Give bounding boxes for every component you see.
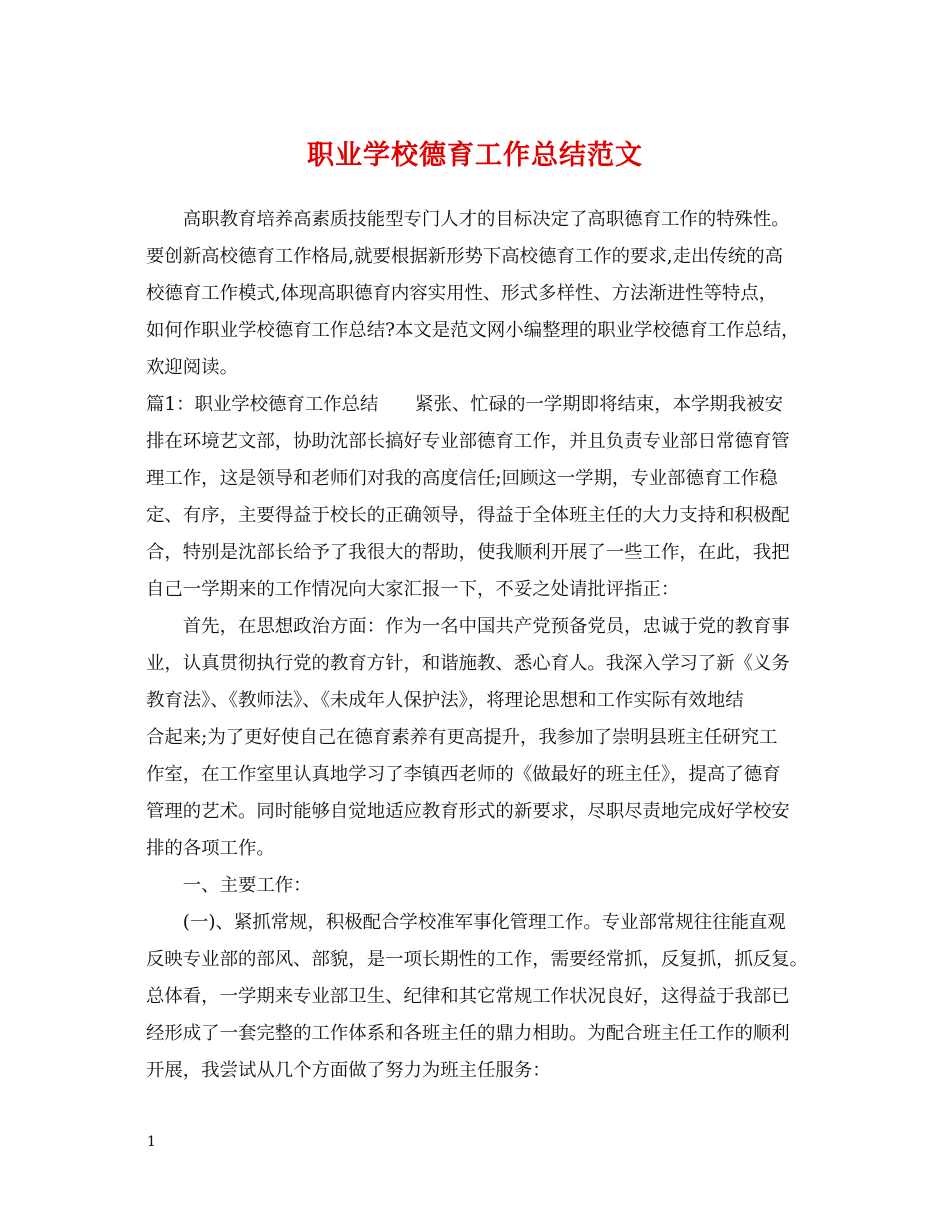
text-line: 校德育工作模式,体现高职德育内容实用性、形式多样性、方法渐进性等特点， [146, 283, 778, 304]
text-line: 欢迎阅读。 [146, 357, 238, 378]
text-line: 高职教育培养高素质技能型专门人才的目标决定了高职德育工作的特殊性。 [146, 209, 790, 230]
text-line: 反映专业部的部风、部貌，是一项长期性的工作，需要经常抓，反复抓，抓反复。 [146, 949, 809, 970]
text-line: 作室，在工作室里认真地学习了李镇西老师的《做最好的班主任》，提高了德育 [146, 764, 781, 785]
text-line: 经形成了一套完整的工作体系和各班主任的鼎力相助。为配合班主任工作的顺利 [146, 1023, 790, 1044]
text-line: 管理的艺术。同时能够自觉地适应教育形式的新要求，尽职尽责地完成好学校安 [146, 801, 790, 822]
text-line: 总体看，一学期来专业部卫生、纪律和其它常规工作状况良好，这得益于我部已 [146, 986, 790, 1007]
text-line: 如何作职业学校德育工作总结?本文是范文网小编整理的职业学校德育工作总结， [146, 320, 800, 341]
text-line: 理工作，这是领导和老师们对我的高度信任;回顾这一学期，专业部德育工作稳 [146, 468, 778, 489]
text-line: 业，认真贯彻执行党的教育方针，和谐施教、悉心育人。我深入学习了新《义务 [146, 653, 790, 674]
page-number: 1 [147, 1134, 156, 1150]
text-line: 首先，在思想政治方面：作为一名中国共产党预备党员，忠诚于党的教育事 [146, 616, 790, 637]
text-line: 排的各项工作。 [146, 838, 275, 859]
text-line: 自己一学期来的工作情况向大家汇报一下，不妥之处请批评指正： [146, 579, 680, 600]
text-line: 合，特别是沈部长给予了我很大的帮助，使我顺利开展了一些工作，在此，我把 [146, 542, 790, 563]
text-line: (一)、紧抓常规，积极配合学校准军事化管理工作。专业部常规往往能直观 [146, 912, 786, 933]
text-line: 一、主要工作： [146, 875, 312, 896]
text-line: 合起来;为了更好使自己在德育素养有更高提升，我参加了崇明县班主任研究工 [146, 727, 778, 748]
text-line: 排在环境艺文部，协助沈部长搞好专业部德育工作，并且负责专业部日常德育管 [146, 431, 790, 452]
text-line: 开展，我尝试从几个方面做了努力为班主任服务： [146, 1060, 551, 1081]
text-line: 篇1：职业学校德育工作总结 紧张、忙碌的一学期即将结束，本学期我被安 [146, 394, 783, 415]
text-line: 要创新高校德育工作格局,就要根据新形势下高校德育工作的要求,走出传统的高 [146, 246, 783, 267]
text-line: 定、有序，主要得益于校长的正确领导，得益于全体班主任的大力支持和积极配 [146, 505, 790, 526]
document-title: 职业学校德育工作总结范文 [307, 140, 643, 171]
text-line: 教育法》、《教师法》、《未成年人保护法》，将理论思想和工作实际有效地结 [146, 690, 744, 711]
